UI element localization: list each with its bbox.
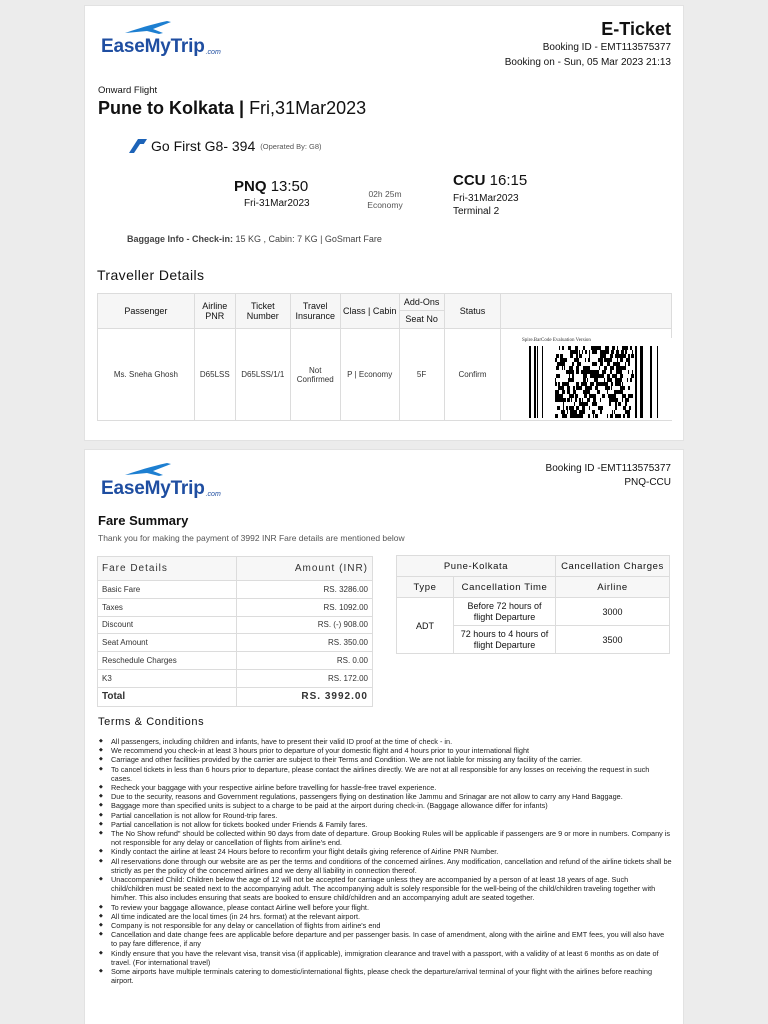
th-class: Class | Cabin bbox=[340, 294, 399, 329]
brand-logo bbox=[101, 22, 221, 58]
fare-amount: RS. 350.00 bbox=[236, 634, 372, 652]
th-barcode bbox=[501, 294, 672, 329]
booking-id-2: Booking ID -EMT113575377 bbox=[545, 463, 671, 474]
passenger-name: Ms. Sneha Ghosh bbox=[98, 329, 195, 421]
ticket-number: D65LSS/1/1 bbox=[235, 329, 290, 421]
list-item: ◆ All time indicated are the local times (in 24 hrs. format) at the relevant airport. bbox=[97, 912, 672, 921]
fare-label: Taxes bbox=[98, 598, 237, 616]
canc-time: 72 hours to 4 hours of flight Departure bbox=[454, 626, 556, 654]
fare-label: Basic Fare bbox=[98, 581, 237, 599]
table-row bbox=[98, 634, 373, 652]
canc-charges-header: Cancellation Charges bbox=[556, 556, 670, 577]
list-item: ◆ Partial cancellation is not allow for Round-trip fares. bbox=[97, 811, 672, 820]
barcode-icon bbox=[529, 346, 659, 418]
departure-info bbox=[234, 178, 324, 209]
ticket-header bbox=[505, 18, 671, 70]
list-item: ◆ Carriage and other facilities provided by the carrier are subject to their Terms and Condition. We are not liable for missing any facility of the carrier. bbox=[97, 755, 672, 764]
canc-time: Before 72 hours of flight Departure bbox=[454, 598, 556, 626]
list-item: ◆ The No Show refund" should be collected within 90 days from date of departure. Group Booking Rules will be applicable if passengers are 9 or more in numbers. Company is not responsible for any delay or cancellation of flights from airline's end. bbox=[97, 829, 672, 847]
canc-sector: Pune-Kolkata bbox=[397, 556, 556, 577]
fare-header-amount: Amount (INR) bbox=[236, 557, 372, 581]
insurance-status: Not Confirmed bbox=[290, 329, 340, 421]
eticket-title: E-Ticket bbox=[601, 19, 671, 39]
fare-label: Seat Amount bbox=[98, 634, 237, 652]
barcode bbox=[522, 338, 672, 420]
barcode-caption: Spire.BarCode Evaluation Version bbox=[522, 338, 591, 343]
onward-label: Onward Flight bbox=[98, 85, 158, 96]
cancellation-table bbox=[396, 555, 670, 654]
fare-total-label: Total bbox=[98, 687, 237, 706]
th-addons-label: Add-Ons bbox=[400, 294, 444, 311]
list-item: ◆ All passengers, including children and infants, have to present their valid ID proof at the time of check - in. bbox=[97, 737, 672, 746]
canc-time-header: Cancellation Time bbox=[454, 577, 556, 598]
fare-title: Fare Summary bbox=[98, 513, 189, 528]
list-item: ◆ Baggage more than specified units is subject to a charge to be paid at the airport during check-in. (Baggage allowance differ for infants) bbox=[97, 801, 672, 810]
fare-amount: RS. 3286.00 bbox=[236, 581, 372, 599]
page2-header bbox=[546, 462, 671, 490]
canc-pax-type: ADT bbox=[397, 598, 454, 654]
list-item: ◆ Kindly ensure that you have the relevant visa, transit visa (if applicable), immigration clearance and travel with a passport, with a validity of at least 6 months as on date of travel. (For international travel) bbox=[97, 949, 672, 967]
fare-total-row bbox=[98, 687, 373, 706]
pnr-value: D65LSS bbox=[194, 329, 235, 421]
list-item: ◆ Some airports have multiple terminals catering to domestic/international flights, please check the departure/arrival terminal of your flight with the airlines before reaching airport. bbox=[97, 967, 672, 985]
plane-logo-icon bbox=[123, 19, 175, 37]
th-status: Status bbox=[444, 294, 501, 329]
brand-name: EaseMyTrip bbox=[101, 478, 205, 499]
arr-time: 16:15 bbox=[489, 172, 528, 189]
fare-header-details: Fare Details bbox=[98, 557, 237, 581]
seat-number: 5F bbox=[399, 329, 444, 421]
th-seat: Seat No bbox=[405, 314, 438, 324]
booking-id: Booking ID - EMT113575377 bbox=[542, 42, 671, 53]
brand-suffix: .com bbox=[205, 491, 221, 498]
arrival-info bbox=[453, 172, 573, 218]
table-row bbox=[98, 616, 373, 634]
fare-amount: RS. 172.00 bbox=[236, 669, 372, 687]
canc-airline-header: Airline bbox=[556, 577, 670, 598]
fare-table bbox=[97, 556, 373, 707]
table-row bbox=[98, 598, 373, 616]
dep-date: Fri-31Mar2023 bbox=[244, 198, 310, 209]
booking-on: Booking on - Sun, 05 Mar 2023 21:13 bbox=[504, 57, 671, 68]
arr-code: CCU bbox=[453, 172, 486, 189]
terms-list bbox=[97, 737, 672, 985]
list-item: ◆ Kindly contact the airline at least 24 Hours before to reconfirm your flight details giving reference of Airline PNR Number. bbox=[97, 847, 672, 856]
fare-total-amount: RS. 3992.00 bbox=[236, 687, 372, 706]
baggage-value: 15 KG , Cabin: 7 KG | GoSmart Fare bbox=[235, 234, 382, 244]
cabin: Economy bbox=[367, 200, 403, 210]
fare-note: Thank you for making the payment of 3992 INR Fare details are mentioned below bbox=[98, 533, 405, 543]
list-item: ◆ Recheck your baggage with your respective airline before travelling for hassle-free travel experience. bbox=[97, 783, 672, 792]
go-first-logo-icon bbox=[128, 138, 148, 154]
list-item: ◆ To review your baggage allowance, please contact Airline well before your flight. bbox=[97, 903, 672, 912]
th-pnr: Airline PNR bbox=[194, 294, 235, 329]
fare-amount: RS. (-) 908.00 bbox=[236, 616, 372, 634]
operated-by: (Operated By: G8) bbox=[260, 141, 322, 151]
list-item: ◆ To cancel tickets in less than 6 hours prior to departure, please contact the airlines directly. We are not at all responsible for any losses on receiving the request in such cases. bbox=[97, 765, 672, 783]
th-ticket: Ticket Number bbox=[235, 294, 290, 329]
airline-name: Go First G8- 394 bbox=[151, 138, 256, 154]
fare-label: Discount bbox=[98, 616, 237, 634]
list-item: ◆ All reservations done through our website are as per the terms and conditions of the concerned airlines. Any modification, cancellation and refund of the airline tickets shall be strictly as per the policy of the concerned airlines and we deny all liability in connection thereof. bbox=[97, 857, 672, 875]
table-row bbox=[397, 598, 670, 626]
th-passenger: Passenger bbox=[98, 294, 195, 329]
brand-logo-2 bbox=[101, 464, 221, 500]
dep-code: PNQ bbox=[234, 178, 267, 195]
list-item: ◆ Unaccompanied Child: Children below the age of 12 will not be accepted for carriage unless they are accompanied by a person of at least 18 years of age. Such child/children must be seated next to the accompanying adult. The accompanying adult is solely responsible for the well-being of the child/children traveling together with him/her. This also includes ensuring that seats are booked to ensure child/children and an accompanying adult are seated together. bbox=[97, 875, 672, 903]
sector-code: PNQ-CCU bbox=[624, 477, 671, 488]
table-row bbox=[98, 652, 373, 670]
fare-label: K3 bbox=[98, 669, 237, 687]
booking-status: Confirm bbox=[444, 329, 501, 421]
route-main: Pune to Kolkata | bbox=[98, 98, 245, 118]
duration-info bbox=[355, 189, 415, 211]
canc-amount: 3500 bbox=[556, 626, 670, 654]
list-item: ◆ Due to the security, reasons and Government regulations, passengers flying on destination like Jammu and Srinagar are not allow to carry any Hand Baggage. bbox=[97, 792, 672, 801]
fare-card bbox=[84, 449, 684, 1024]
th-insurance: Travel Insurance bbox=[290, 294, 340, 329]
traveller-title: Traveller Details bbox=[97, 267, 205, 283]
airline-row bbox=[128, 138, 322, 154]
class-cabin: P | Economy bbox=[340, 329, 399, 421]
table-row bbox=[98, 581, 373, 599]
dep-time: 13:50 bbox=[270, 178, 309, 195]
fare-amount: RS. 0.00 bbox=[236, 652, 372, 670]
canc-type-header: Type bbox=[397, 577, 454, 598]
list-item: ◆ Partial cancellation is not allow for tickets booked under Friends & Family fares. bbox=[97, 820, 672, 829]
arr-terminal: Terminal 2 bbox=[453, 206, 500, 217]
terms-title: Terms & Conditions bbox=[98, 716, 205, 728]
list-item: ◆ Cancellation and date change fees are applicable before departure and per passenger basis. In case of amendment, along with the airline and EMT fees, you will also have to pay fare difference, if any bbox=[97, 930, 672, 948]
list-item: ◆ Company is not responsible for any delay or cancellation of flights from airline's end bbox=[97, 921, 672, 930]
duration: 02h 25m bbox=[368, 189, 402, 199]
th-addons bbox=[399, 294, 444, 329]
baggage-label: Baggage Info - Check-in: bbox=[127, 234, 234, 244]
plane-logo-icon bbox=[123, 461, 175, 479]
fare-amount: RS. 1092.00 bbox=[236, 598, 372, 616]
route-date: Fri,31Mar2023 bbox=[244, 98, 367, 118]
brand-suffix: .com bbox=[205, 49, 221, 56]
fare-label: Reschedule Charges bbox=[98, 652, 237, 670]
list-item: ◆ We recommend you check-in at least 3 hours prior to departure of your domestic flight and 4 hours prior to your international flight bbox=[97, 746, 672, 755]
arr-date: Fri-31Mar2023 bbox=[453, 193, 519, 204]
canc-amount: 3000 bbox=[556, 598, 670, 626]
table-row bbox=[98, 669, 373, 687]
route-title bbox=[98, 98, 366, 119]
baggage-info bbox=[127, 234, 382, 244]
brand-name: EaseMyTrip bbox=[101, 36, 205, 57]
